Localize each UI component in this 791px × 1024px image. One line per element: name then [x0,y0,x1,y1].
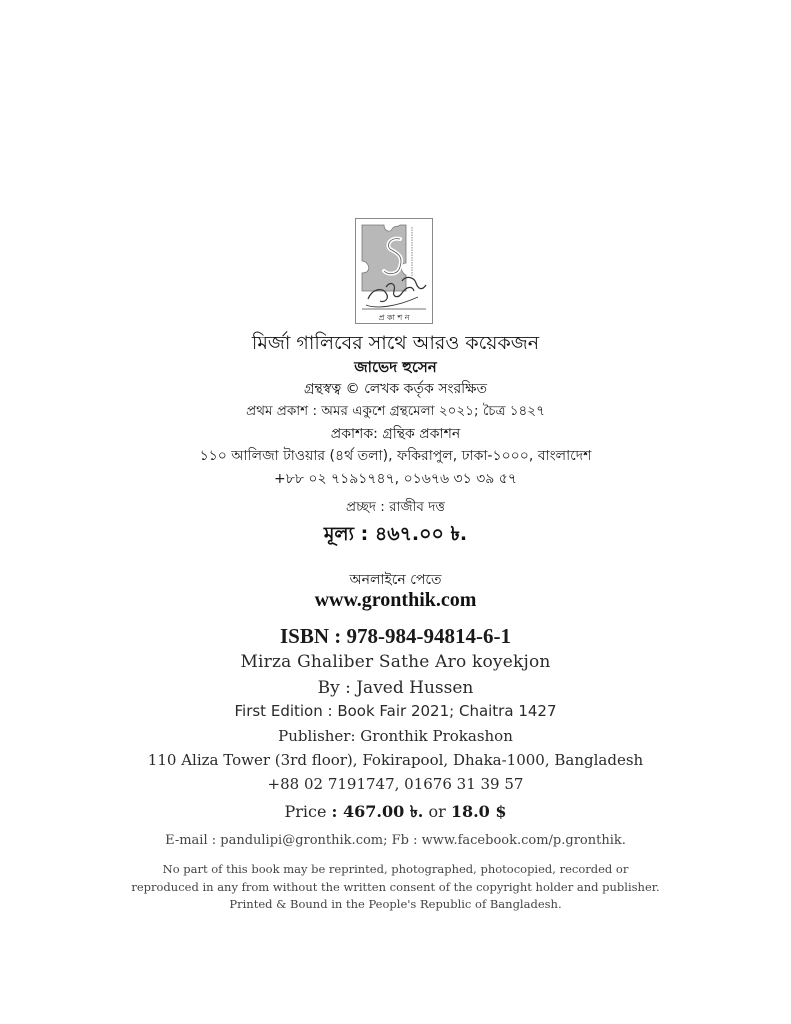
phone-bangla: +৮৮ ০২ ৭১৯১৭৪৭, ০১৬৭৬ ৩১ ৩৯ ৫৭ [274,471,517,487]
address-english: 110 Aliza Tower (3rd floor), Fokirapool, Dhaka-1000, Bangladesh [147,751,644,769]
website-link[interactable]: www.gronthik.com [314,589,477,611]
gronthik-logo-icon [356,219,432,323]
book-title-bangla: মির্জা গালিবের সাথে আরও কয়েকজন [251,332,540,354]
book-title-english: Mirza Ghaliber Sathe Aro koyekjon [240,652,551,672]
first-edition-bangla: প্রথম প্রকাশ : অমর একুশে গ্রন্থমেলা ২০২১; চৈত্র ১৪২৭ [246,403,545,419]
price-or: or [423,802,451,821]
copyright-bangla: গ্রন্থস্বত্ব © লেখক কর্তৃক সংরক্ষিত [303,381,488,397]
isbn: ISBN : 978-984-94814-6-1 [280,624,511,648]
price-bangla: মূল্য : ৪৬৭.০০ ৳. [323,523,468,545]
phone-english: +88 02 7191747, 01676 31 39 57 [267,775,524,793]
author-bangla: জাভেদ হুসেন [354,358,437,376]
publisher-bangla: প্রকাশক: গ্রন্থিক প্রকাশন [330,426,461,442]
price-value-usd: 18.0 $ [450,802,507,821]
publisher-logo [355,218,433,324]
online-label-bangla: অনলাইনে পেতে [349,572,442,588]
logo-caption: প্র কা শ ন [378,313,410,322]
author-english: By : Javed Hussen [317,678,474,698]
price-label: Price [284,802,332,821]
cover-artist-bangla: প্রচ্ছদ : রাজীব দত্ত [346,499,445,515]
address-bangla: ১১০ আলিজা টাওয়ার (৪র্থ তলা), ফকিরাপুল, ঢাকা-১০০০, বাংলাদেশ [199,448,592,464]
rights-notice-line-1: No part of this book may be reprinted, photographed, photocopied, recorded or [162,862,629,876]
publisher-english: Publisher: Gronthik Prokashon [278,727,513,745]
rights-notice-line-3: Printed & Bound in the People's Republic of Bangladesh. [229,897,562,911]
price-value-taka: : 467.00 ৳. [331,802,424,821]
price-english [0,799,791,826]
contact-info: E-mail : pandulipi@gronthik.com; Fb : www.facebook.com/p.gronthik. [165,833,626,848]
first-edition-english: First Edition : Book Fair 2021; Chaitra 1427 [234,702,557,720]
rights-notice-line-2: reproduced in any from without the written consent of the copyright holder and publisher. [131,880,660,894]
